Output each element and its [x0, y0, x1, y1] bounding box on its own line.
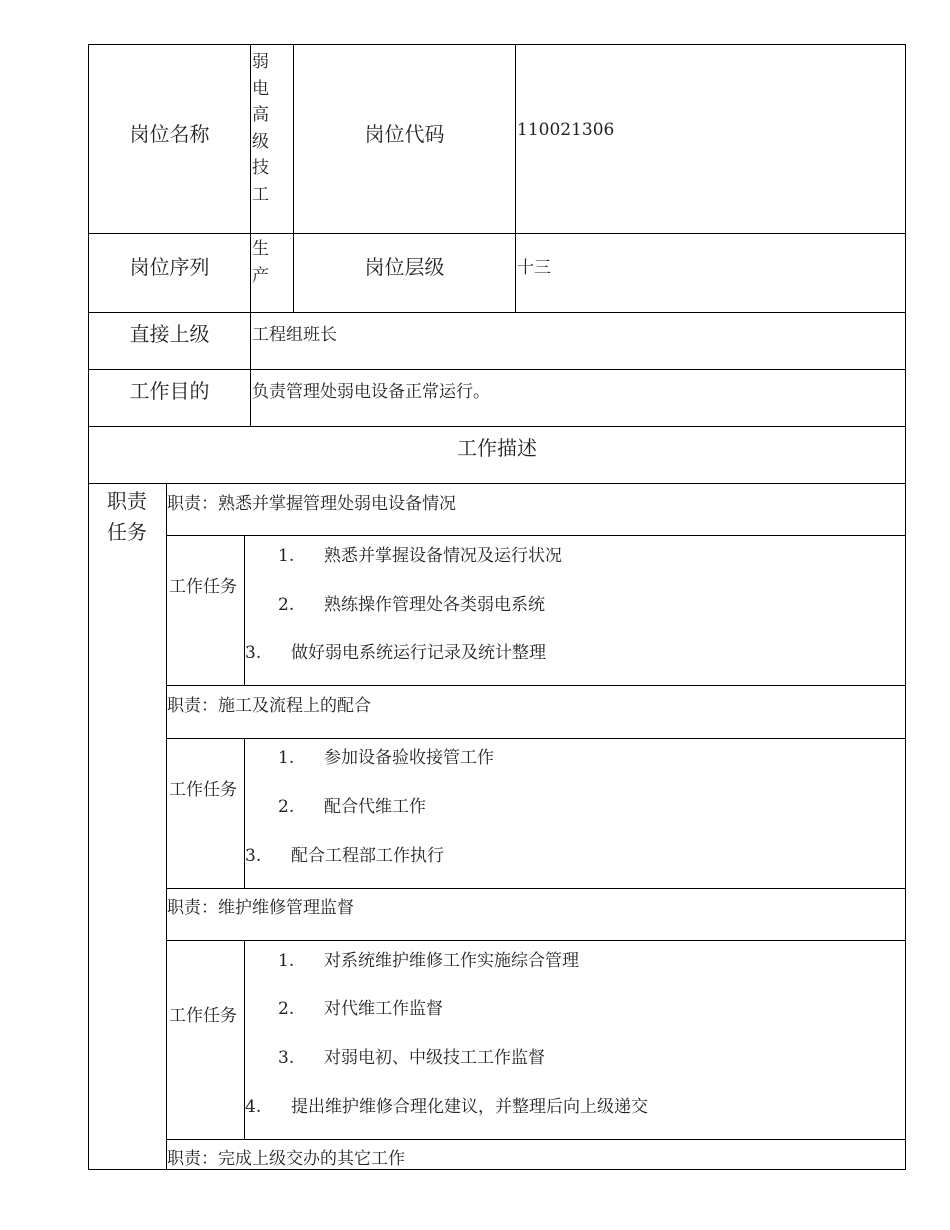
supervisor-value: 工程组班长 — [252, 325, 337, 345]
row-divider — [166, 940, 905, 941]
position-name-value: 弱电高级技工 — [252, 52, 269, 205]
duties-label: 职责任务 — [107, 489, 147, 544]
duty-title: 职责：维护维修管理监督 — [167, 898, 354, 918]
row-divider — [89, 483, 905, 484]
task-text: 对代维工作监督 — [324, 999, 443, 1019]
task-item — [278, 541, 562, 566]
task-text: 熟悉并掌握设备情况及运行状况 — [324, 546, 562, 566]
task-item — [278, 946, 579, 971]
task-number: 2. — [278, 999, 295, 1019]
task-text: 做好弱电系统运行记录及统计整理 — [291, 643, 546, 663]
task-number: 2. — [278, 797, 295, 817]
row-divider — [89, 426, 905, 427]
row-divider — [89, 233, 905, 234]
duty-title: 职责：熟悉并掌握管理处弱电设备情况 — [167, 494, 456, 514]
col-divider — [166, 483, 167, 1169]
task-item — [278, 743, 494, 768]
task-number: 3. — [245, 846, 262, 866]
task-text: 对弱电初、中级技工工作监督 — [324, 1048, 545, 1068]
task-item — [278, 1043, 545, 1068]
task-label: 工作任务 — [169, 1006, 237, 1026]
row-divider — [89, 312, 905, 313]
position-code-value: 110021306 — [517, 120, 615, 140]
task-item — [278, 590, 545, 615]
duty-title: 职责：完成上级交办的其它工作 — [167, 1149, 405, 1169]
task-number: 2. — [278, 595, 295, 615]
task-text: 配合代维工作 — [324, 797, 426, 817]
supervisor-label: 直接上级 — [129, 322, 210, 346]
task-item — [245, 1092, 648, 1117]
task-number: 1. — [278, 951, 295, 971]
task-item — [278, 994, 443, 1019]
task-number: 1. — [278, 748, 295, 768]
position-name-label: 岗位名称 — [129, 122, 210, 146]
col-divider — [250, 45, 251, 426]
task-label: 工作任务 — [169, 780, 237, 800]
position-code-label: 岗位代码 — [364, 122, 445, 146]
purpose-value: 负责管理处弱电设备正常运行。 — [252, 382, 490, 402]
row-divider — [166, 1139, 905, 1140]
position-series-label: 岗位序列 — [129, 255, 210, 279]
row-divider — [166, 535, 905, 536]
row-divider — [166, 685, 905, 686]
task-text: 提出维护维修合理化建议，并整理后向上级递交 — [291, 1097, 648, 1117]
task-item — [245, 638, 546, 663]
task-item — [245, 841, 444, 866]
task-text: 对系统维护维修工作实施综合管理 — [324, 951, 579, 971]
position-level-label: 岗位层级 — [364, 255, 445, 279]
task-label: 工作任务 — [169, 577, 237, 597]
job-description-table — [88, 44, 906, 1170]
position-level-value: 十三 — [517, 258, 551, 278]
task-number: 3. — [245, 643, 262, 663]
task-number: 1. — [278, 546, 295, 566]
task-text: 熟练操作管理处各类弱电系统 — [324, 595, 545, 615]
task-number: 3. — [278, 1048, 295, 1068]
duty-title: 职责：施工及流程上的配合 — [167, 696, 371, 716]
row-divider — [89, 369, 905, 370]
task-text: 参加设备验收接管工作 — [324, 748, 494, 768]
task-text: 配合工程部工作执行 — [291, 846, 444, 866]
task-number: 4. — [245, 1097, 262, 1117]
row-divider — [166, 738, 905, 739]
col-divider — [515, 45, 516, 312]
position-series-value: 生产 — [252, 239, 269, 286]
row-divider — [166, 888, 905, 889]
work-description-title: 工作描述 — [457, 436, 537, 460]
task-item — [278, 792, 426, 817]
purpose-label: 工作目的 — [129, 379, 210, 403]
